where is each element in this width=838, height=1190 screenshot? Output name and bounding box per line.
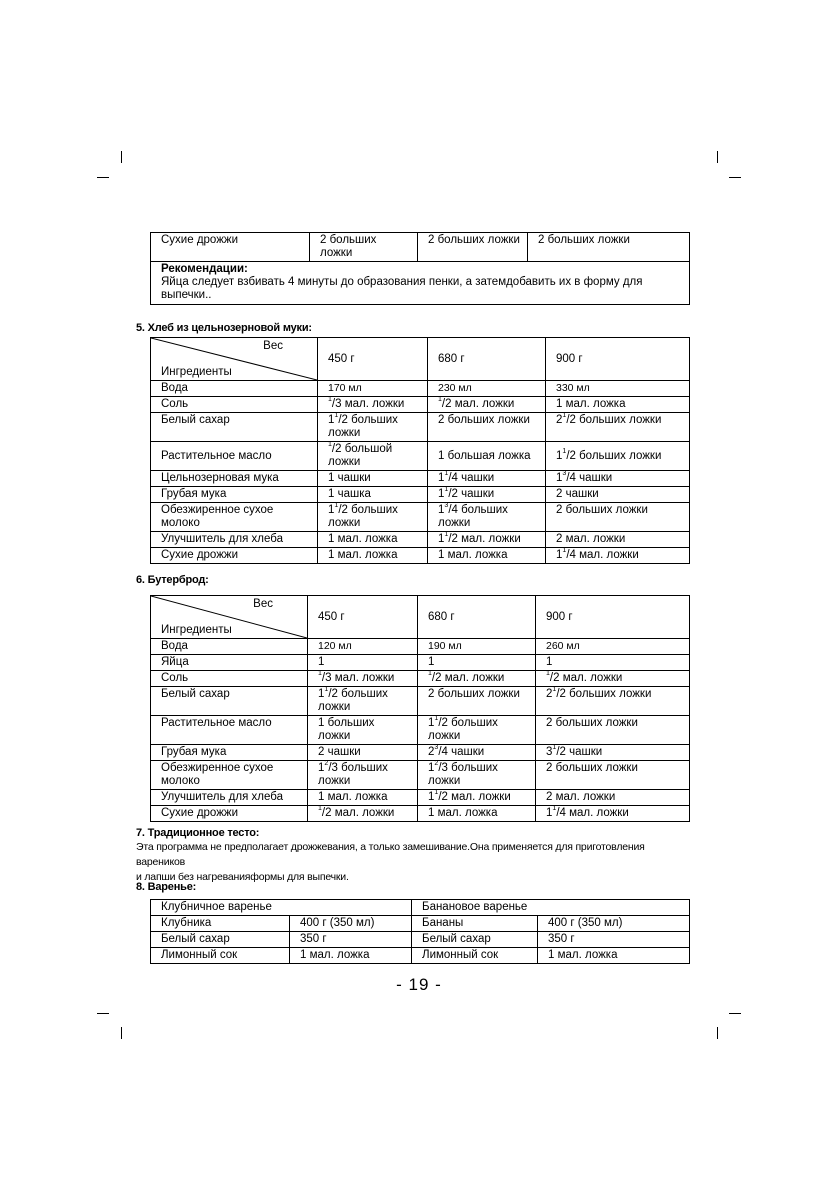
ingredient-name: Белый сахар	[412, 932, 538, 948]
amount-680: 2 больших ложки	[418, 233, 528, 262]
table-row	[151, 397, 690, 413]
ingredient-name: Грубая мука	[151, 487, 318, 503]
amount-450: 1 мал. ложка	[308, 790, 418, 806]
amount-680: $1^1/2$ больших ложки	[418, 716, 536, 745]
amount-900: $1^3/4$ чашки	[546, 471, 690, 487]
weight-450: 450 г	[318, 338, 428, 381]
amount-680: 1 мал. ложка	[428, 548, 546, 564]
top-table	[150, 232, 690, 305]
amount: 350 г	[290, 932, 412, 948]
weight-680: 680 г	[428, 338, 546, 381]
weight-450: 450 г	[308, 596, 418, 639]
ingredient-name: Растительное масло	[151, 442, 318, 471]
ingredient-name: Растительное масло	[151, 716, 308, 745]
crop-mark-tl-v	[121, 151, 122, 163]
amount-900: 2 больших ложки	[536, 716, 690, 745]
table-row	[151, 442, 690, 471]
amount-900: 2 чашки	[546, 487, 690, 503]
section-8-title: 8. Варенье:	[136, 881, 197, 893]
amount-450: $^1$/2 мал. ложки	[308, 806, 418, 822]
ingredient-name: Сухие дрожжи	[151, 806, 308, 822]
recommendations-cell	[151, 262, 690, 305]
amount-680: $1^2/3$ больших ложки	[418, 761, 536, 790]
recommendations-title: Рекомендации:	[161, 263, 248, 275]
ingredient-name: Улучшитель для хлеба	[151, 532, 318, 548]
amount-680: $^1$/2 мал. ложки	[428, 397, 546, 413]
header-row	[151, 900, 690, 916]
crop-mark-bl-v	[121, 1027, 122, 1039]
sandwich-table	[150, 595, 690, 822]
table-row	[151, 487, 690, 503]
page-number: - 19 -	[396, 975, 442, 994]
amount-900: 2 больших ложки	[546, 503, 690, 532]
table-row	[151, 503, 690, 532]
amount-900: 330 мл	[546, 381, 690, 397]
weight-900: 900 г	[546, 338, 690, 381]
ingredient-name: Яйца	[151, 655, 308, 671]
ingredient-name: Белый сахар	[151, 932, 290, 948]
section-7-title: 7. Традиционное тесто:	[136, 827, 260, 839]
amount: 400 г (350 мл)	[290, 916, 412, 932]
amount-900: 2 больших ложки	[536, 761, 690, 790]
table-row	[151, 381, 690, 397]
amount-900: $1^1/4$ мал. ложки	[536, 806, 690, 822]
section-7-line-1: Эта программа не предполагает дрожжевания, а только замешивание.Она применяется для приготовления вареников	[136, 841, 645, 868]
amount-900: $2^1/2$ больших ложки	[546, 413, 690, 442]
ingredient-name: Белый сахар	[151, 687, 308, 716]
amount-900: 2 больших ложки	[528, 233, 690, 262]
amount-680: $1^1/2$ мал. ложки	[428, 532, 546, 548]
weight-900: 900 г	[536, 596, 690, 639]
whole-grain-table	[150, 337, 690, 564]
amount-900: 2 мал. ложки	[536, 790, 690, 806]
header-row	[151, 596, 690, 639]
amount-680: 1 большая ложка	[428, 442, 546, 471]
amount-450: $^1$/2 большой ложки	[318, 442, 428, 471]
amount-450: 170 мл	[318, 381, 428, 397]
section-7-text	[136, 840, 696, 885]
ingredient-name: Лимонный сок	[151, 948, 290, 964]
amount-450: $1^1/2$ больших ложки	[308, 687, 418, 716]
ingredient-name: Грубая мука	[151, 745, 308, 761]
amount-450: 1 мал. ложка	[318, 548, 428, 564]
ingredient-name: Обезжиренное сухое молоко	[151, 761, 308, 790]
table-row	[151, 745, 690, 761]
table-row	[151, 687, 690, 716]
header-row	[151, 338, 690, 381]
amount: 350 г	[538, 932, 690, 948]
amount-450: $1^1/2$ больших ложки	[318, 413, 428, 442]
amount-450: $^1$/3 мал. ложки	[318, 397, 428, 413]
crop-mark-br-h	[729, 1013, 741, 1014]
banana-jam-title: Банановое варенье	[412, 900, 690, 916]
amount-450: $^1$/3 мал. ложки	[308, 671, 418, 687]
table-row	[151, 471, 690, 487]
amount-450: 1 мал. ложка	[318, 532, 428, 548]
table-row	[151, 916, 690, 932]
weight-label: Вес	[263, 340, 283, 352]
amount-900: $^1$/2 мал. ложки	[536, 671, 690, 687]
ingredient-name: Соль	[151, 671, 308, 687]
crop-mark-bl-h	[97, 1013, 109, 1014]
ingredient-name: Вода	[151, 381, 318, 397]
table-row	[151, 790, 690, 806]
amount-680: $^1$/2 мал. ложки	[418, 671, 536, 687]
amount-900: 1	[536, 655, 690, 671]
amount-900: 260 мл	[536, 639, 690, 655]
crop-mark-br-v	[717, 1027, 718, 1039]
table-row	[151, 761, 690, 790]
weight-680: 680 г	[418, 596, 536, 639]
crop-mark-tr-h	[729, 177, 741, 178]
ingredient-name: Цельнозерновая мука	[151, 471, 318, 487]
amount-680: $2^3/4$ чашки	[418, 745, 536, 761]
crop-mark-tl-h	[97, 177, 109, 178]
weight-label: Вес	[253, 598, 273, 610]
table-row	[151, 639, 690, 655]
ingredient-name: Вода	[151, 639, 308, 655]
amount: 1 мал. ложка	[290, 948, 412, 964]
ingredient-name: Бананы	[412, 916, 538, 932]
ingredient-name: Сухие дрожжи	[151, 548, 318, 564]
amount-680: 1	[418, 655, 536, 671]
amount-680: 2 больших ложки	[418, 687, 536, 716]
ingredient-name: Белый сахар	[151, 413, 318, 442]
ingredient-name: Обезжиренное сухое молоко	[151, 503, 318, 532]
amount-450: $1^1/2$ больших ложки	[318, 503, 428, 532]
amount-900: $1^1/2$ больших ложки	[546, 442, 690, 471]
table-row	[151, 716, 690, 745]
amount-680: $1^1/2$ чашки	[428, 487, 546, 503]
ingredient-name: Сухие дрожжи	[151, 233, 310, 262]
amount-680: 2 больших ложки	[428, 413, 546, 442]
amount-900: $2^1/2$ больших ложки	[536, 687, 690, 716]
recommendations-row	[151, 262, 690, 305]
ingredient-name: Улучшитель для хлеба	[151, 790, 308, 806]
amount-900: $3^1/2$ чашки	[536, 745, 690, 761]
amount-450: 1 больших ложки	[308, 716, 418, 745]
amount-680: 1 мал. ложка	[418, 806, 536, 822]
ingredient-name: Клубника	[151, 916, 290, 932]
ingredient-name: Лимонный сок	[412, 948, 538, 964]
section-5-title: 5. Хлеб из цельнозерновой муки:	[136, 322, 312, 334]
amount-450: 2 больших ложки	[310, 233, 418, 262]
amount-450: 1	[308, 655, 418, 671]
ingredient-name: Соль	[151, 397, 318, 413]
table-row	[151, 671, 690, 687]
section-6-title: 6. Бутерброд:	[136, 574, 209, 586]
amount-450: 1 чашки	[318, 471, 428, 487]
amount-450: $1^2/3$ больших ложки	[308, 761, 418, 790]
diagonal-header-cell	[151, 596, 308, 639]
ingredients-label: Ингредиенты	[161, 624, 232, 636]
table-row	[151, 413, 690, 442]
amount-450: 1 чашка	[318, 487, 428, 503]
section-7-line-2: и лапши без нагреванияформы для выпечки.	[136, 871, 349, 883]
amount-450: 120 мл	[308, 639, 418, 655]
amount-900: 1 мал. ложка	[546, 397, 690, 413]
table-row	[151, 806, 690, 822]
amount: 400 г (350 мл)	[538, 916, 690, 932]
table-row	[151, 932, 690, 948]
table-row	[151, 655, 690, 671]
jam-table	[150, 899, 690, 964]
amount-680: $1^1/2$ мал. ложки	[418, 790, 536, 806]
recommendations-text: Яйца следует взбивать 4 минуты до образования пенки, а затемдобавить их в форму для выпечки..	[161, 276, 643, 301]
amount-680: $1^3/4$ больших ложки	[428, 503, 546, 532]
amount: 1 мал. ложка	[538, 948, 690, 964]
table-row	[151, 548, 690, 564]
amount-450: 2 чашки	[308, 745, 418, 761]
diagonal-header-cell	[151, 338, 318, 381]
amount-680: $1^1/4$ чашки	[428, 471, 546, 487]
table-row	[151, 948, 690, 964]
amount-900: $1^1/4$ мал. ложки	[546, 548, 690, 564]
ingredients-label: Ингредиенты	[161, 366, 232, 378]
table-row	[151, 233, 690, 262]
amount-680: 230 мл	[428, 381, 546, 397]
amount-680: 190 мл	[418, 639, 536, 655]
crop-mark-tr-v	[717, 151, 718, 163]
strawberry-jam-title: Клубничное варенье	[151, 900, 412, 916]
table-row	[151, 532, 690, 548]
amount-900: 2 мал. ложки	[546, 532, 690, 548]
